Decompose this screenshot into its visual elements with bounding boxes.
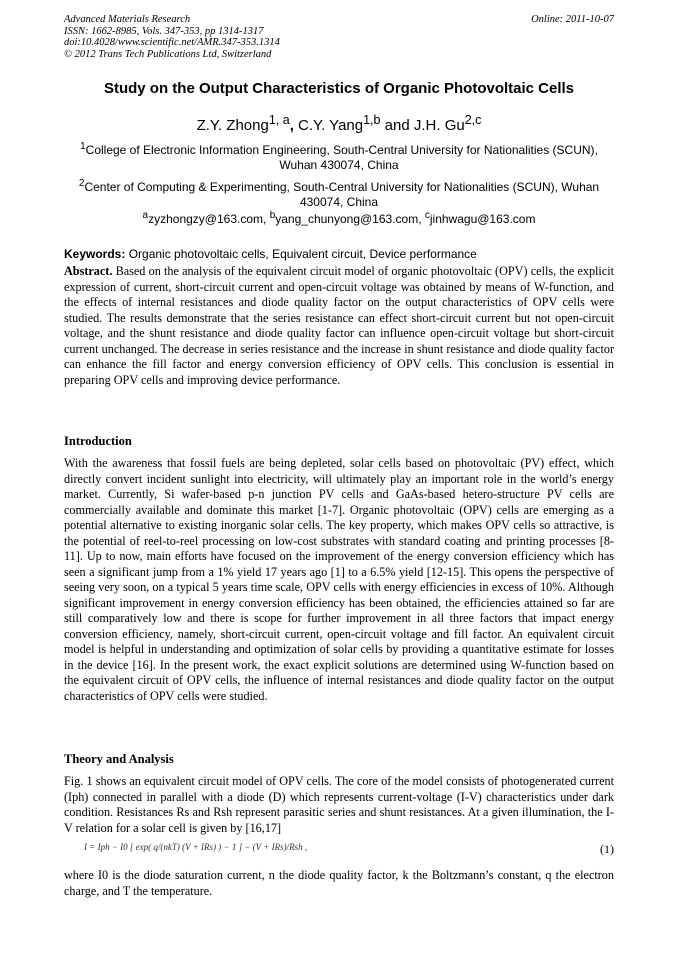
author-1-sup: 1, a — [268, 113, 290, 127]
abstract-label: Abstract. — [64, 264, 113, 278]
journal-header — [64, 14, 280, 60]
author-and: and — [384, 117, 410, 134]
email-c-sup: c — [424, 210, 430, 221]
affiliation-1 — [64, 139, 614, 173]
keywords-text: Organic photovoltaic cells, Equivalent circuit, Device performance — [125, 247, 477, 261]
intro-heading: Introduction — [64, 434, 132, 448]
affiliation-1-sup: 1 — [80, 141, 86, 152]
author-2: C.Y. Yang — [298, 117, 364, 134]
theory-paragraph-1: Fig. 1 shows an equivalent circuit model of OPV cells. The core of the model consists of photogenerated current (Iph) connected in parallel with a diode (D) which represents current-voltage (I-V) characteristics under dark condition. Resistances Rs and Rsh represent parasitic series and shunt resistances. At a given illumination, the I-V relation for a solar cell is given by [16,17] — [64, 774, 614, 835]
affiliation-2 — [64, 176, 614, 210]
copyright-line: © 2012 Trans Tech Publications Ltd, Switzerland — [64, 48, 272, 60]
intro-text: With the awareness that fossil fuels are being depleted, solar cells based on photovoltaic (PV) effect, which directly convert incident sunlight into electricity, will ultimately play an important role in the world’s energy market. Currently, Si wafer-based p-n junction PV cells and GaAs-based hetero-structure PV cells are commercially available and dominate this market [1-7]. Organic photovoltaic (OPV) cells are emerging as a potential alternative to existing inorganic solar cells. The key property, which makes OPV cells so attractive, is the potential of reel-to-reel processing on low-cost substrates with standard coating and printing processes [8-11]. Up to now, main efforts have focused on the improvement of the energy conversion efficiency which has seen a significant jump from a 1% yield 17 years ago [1] to a 6.5% yield [12-15]. This opens the perspective of seeing very soon, on a typical 5 years time scale, OPV cells with energy efficiencies in excess of 10%. Although significant improvement in energy conversion efficiency has been obtained, the efficiencies attained so far are still comparatively low and there is scope for further improvement in all three factors that impact energy conversion efficiency, namely, short-circuit current, open-circuit voltage and fill factor. An equivalent circuit model is helpful in understanding and optimization of solar cells by providing a quantitative estimate for losses in the device [16]. In the present work, the exact explicit solutions are determined using W-function based on the equivalent circuit of OPV cells, the influence of internal resistances and diode quality factor on the output characteristics of OPV cells were studied. — [64, 456, 614, 703]
author-1: Z.Y. Zhong — [196, 117, 269, 134]
journal-name: Advanced Materials Research — [64, 14, 191, 25]
email-a[interactable]: zyzhongzy@163.com, — [148, 212, 270, 226]
author-2-sup: 1,b — [363, 113, 381, 127]
email-line — [0, 210, 678, 226]
keywords — [64, 247, 477, 261]
theory-heading: Theory and Analysis — [64, 752, 174, 766]
theory-paragraph-2: where I0 is the diode saturation current, n the diode quality factor, k the Boltzmann’s constant, q the electron charge, and T the temperature. — [64, 868, 614, 898]
email-c[interactable]: jinhwagu@163.com — [429, 212, 536, 226]
author-3-sup: 2,c — [464, 113, 482, 127]
abstract — [64, 264, 614, 388]
author-3: J.H. Gu — [413, 117, 465, 134]
online-date: Online: 2011-10-07 — [531, 14, 614, 25]
email-b[interactable]: yang_chunyong@163.com, — [275, 212, 425, 226]
author-comma: , — [289, 117, 294, 134]
issn-line: ISSN: 1662-8985, Vols. 347-353, pp 1314-1317 — [64, 25, 264, 37]
keywords-label: Keywords: — [64, 247, 126, 261]
affiliation-2-sup: 2 — [78, 178, 85, 189]
affiliation-2-text: Center of Computing & Experimenting, South-Central University for Nationalities (SCUN), Wuhan 430074, China — [84, 180, 600, 209]
email-a-sup: a — [142, 210, 149, 221]
email-b-sup: b — [269, 210, 276, 221]
author-line — [0, 113, 678, 134]
paper-title: Study on the Output Characteristics of Organic Photovoltaic Cells — [103, 80, 575, 97]
doi-line[interactable]: doi:10.4028/www.scientific.net/AMR.347-353.1314 — [64, 37, 280, 48]
equation-1-number: (1) — [600, 842, 614, 856]
affiliation-1-text: College of Electronic Information Engineering, South-Central University for Nationalities (SCUN), Wuhan 430074, China — [85, 143, 598, 172]
abstract-text: Based on the analysis of the equivalent circuit model of organic photovoltaic (OPV) cells, the explicit expression of current, short-circuit current and open-circuit voltage was obtained by means of W-function, and the effects of internal resistances and diode quality factor on the output characteristics of OPV cells were studied. The results demonstrate that the series resistance can effect short-circuit current but not open-circuit voltage, and the shunt resistance and diode quality factor can influence open-circuit voltage but short-circuit current unchanged. The decrease in series resistance and the increase in shunt resistance and diode quality factor can enhance the fill factor and energy conversion efficiency of OPV cells. This conclusion is essential in preparing OPV cells and improving device performance. — [64, 264, 614, 387]
equation-1: I = Iph − I0 [ exp( q/(nkT) (V + IRs) ) − 1 ] − (V + IRs)/Rsh , — [84, 842, 308, 852]
